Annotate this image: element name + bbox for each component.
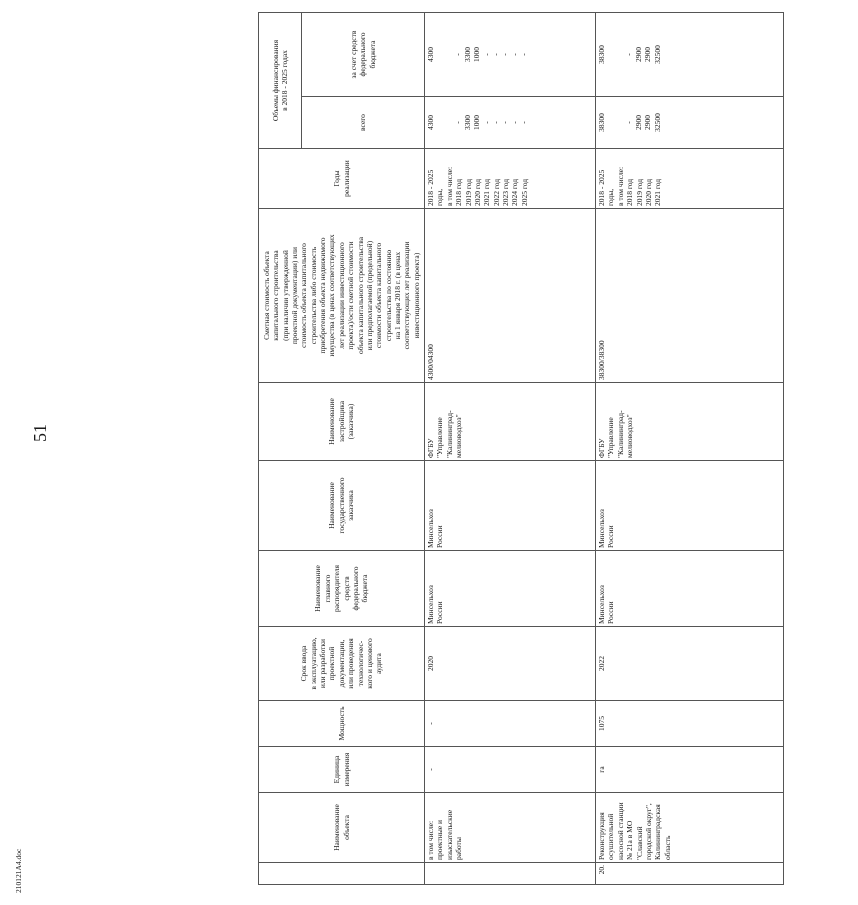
federal-value: 38300 <box>597 45 606 64</box>
federal-value: - <box>624 53 634 56</box>
year-item: 2025 год <box>519 178 529 206</box>
chief-manager: Минсельхоз России <box>596 551 784 627</box>
year-item: 2023 год <box>501 178 510 206</box>
developer: ФГБУ "Управление "Калининград- мелиоводхоз" <box>596 383 784 461</box>
year-item: 2019 год <box>463 178 473 206</box>
deadline: 2020 <box>425 627 596 701</box>
header-deadline: Срок ввода в эксплуатацию, или разработки проектной документации, или проведения технологичес- кого и ценового аудита <box>259 627 425 701</box>
page-number: 51 <box>30 424 50 442</box>
header-object-name: Наименование объекта <box>259 793 425 863</box>
estimated-cost: 4300/04300 <box>425 209 596 383</box>
year-item: 2018 - 2025 годы, в том числе: <box>597 166 625 206</box>
total-value: 2900 <box>633 115 643 130</box>
year-item: 2018 год <box>625 178 635 206</box>
header-state-customer: Наименование государственного заказчика <box>259 461 425 551</box>
row-number: 20. <box>596 863 784 885</box>
federal-value: - <box>519 53 528 56</box>
year-item: 2024 год <box>510 178 520 206</box>
year-item: 2021 год <box>482 178 492 206</box>
federal-value: - <box>481 53 491 56</box>
header-unit: Единица измерения <box>259 747 425 793</box>
federal-value: - <box>490 53 500 56</box>
total-value: 3300 <box>462 115 472 130</box>
year-item: 2018 - 2025 годы, в том числе: <box>426 166 454 206</box>
federal-list <box>425 12 596 96</box>
total-value: - <box>509 121 519 124</box>
state-customer: Минсельхоз России <box>425 461 596 551</box>
capacity: 1075 <box>596 701 784 747</box>
federal-value: 32500 <box>652 45 662 64</box>
object-name: в том числе: проектные и изыскательские работы <box>425 793 596 863</box>
chief-manager: Минсельхоз России <box>425 551 596 627</box>
header-estimated-cost: Сметная стоимость объекта капитального строительства (при наличии утвержденной проектной документации) или стоимость объекта капитального строительства либо стоимость приобретения объекта недвижимого имущества (в ценах соответствующих лет реализации инвестиционного проекта)/ости сметной стоимости объекта капитального строительства или предполагаемой (предельной) стоимости объекта капитального строительства по состоянию на 1 января 2018 г. (в ценах соответствующих лет реализации инвестиционного проекта) <box>259 209 425 383</box>
unit: - <box>425 747 596 793</box>
rotated-page-content <box>258 13 858 885</box>
federal-list <box>596 12 784 96</box>
estimated-cost: 38300/38300 <box>596 209 784 383</box>
year-item: 2019 год <box>634 178 644 206</box>
federal-value: - <box>500 53 510 56</box>
total-value: - <box>519 121 528 124</box>
table-row <box>425 12 596 884</box>
year-item: 2022 год <box>491 178 501 206</box>
total-value: - <box>500 121 510 124</box>
total-value: 1000 <box>472 115 482 130</box>
header-total: всего <box>302 97 425 149</box>
total-list <box>596 97 784 149</box>
document-code: 210121А4.doc <box>14 848 23 893</box>
table-row <box>596 12 784 884</box>
header-capacity: Мощность <box>259 701 425 747</box>
header-chief-manager: Наименование главного распорядителя средств федерального бюджета <box>259 551 425 627</box>
total-value: 38300 <box>597 113 606 132</box>
years-list <box>596 149 784 209</box>
total-value: 32500 <box>652 113 662 132</box>
federal-value: 4300 <box>426 47 435 62</box>
total-value: - <box>453 121 463 124</box>
year-item: 2020 год <box>472 178 482 206</box>
total-value: - <box>490 121 500 124</box>
federal-value: 2900 <box>643 47 653 62</box>
header-federal: за счет средств федерального бюджета <box>302 12 425 96</box>
total-value: 4300 <box>426 115 435 130</box>
federal-value: 2900 <box>633 47 643 62</box>
federal-value: 1000 <box>472 47 482 62</box>
total-value: - <box>481 121 491 124</box>
federal-value: 3300 <box>462 47 472 62</box>
unit: га <box>596 747 784 793</box>
row-number <box>425 863 596 885</box>
object-name: Реконструкция осушительной насосной станции № 21а в МО "Славский городской округ", Калининградская область <box>596 793 784 863</box>
header-financing: Объемы финансирования в 2018 - 2025 годах <box>259 12 302 148</box>
deadline: 2022 <box>596 627 784 701</box>
header-developer: Наименование застройщика (заказчика) <box>259 383 425 461</box>
federal-value: - <box>453 53 463 56</box>
year-item: 2021 год <box>653 178 663 206</box>
developer: ФГБУ "Управление "Калининград- мелиоводхоз" <box>425 383 596 461</box>
year-item: 2018 год <box>454 178 464 206</box>
state-customer: Минсельхоз России <box>596 461 784 551</box>
total-value: - <box>624 121 634 124</box>
capacity: - <box>425 701 596 747</box>
total-value: 2900 <box>643 115 653 130</box>
header-years: Годы реализации <box>259 149 425 209</box>
years-list <box>425 149 596 209</box>
year-item: 2020 год <box>643 178 653 206</box>
header-row-number <box>259 863 425 885</box>
investment-objects-table <box>258 12 784 885</box>
federal-value: - <box>509 53 519 56</box>
total-list <box>425 97 596 149</box>
